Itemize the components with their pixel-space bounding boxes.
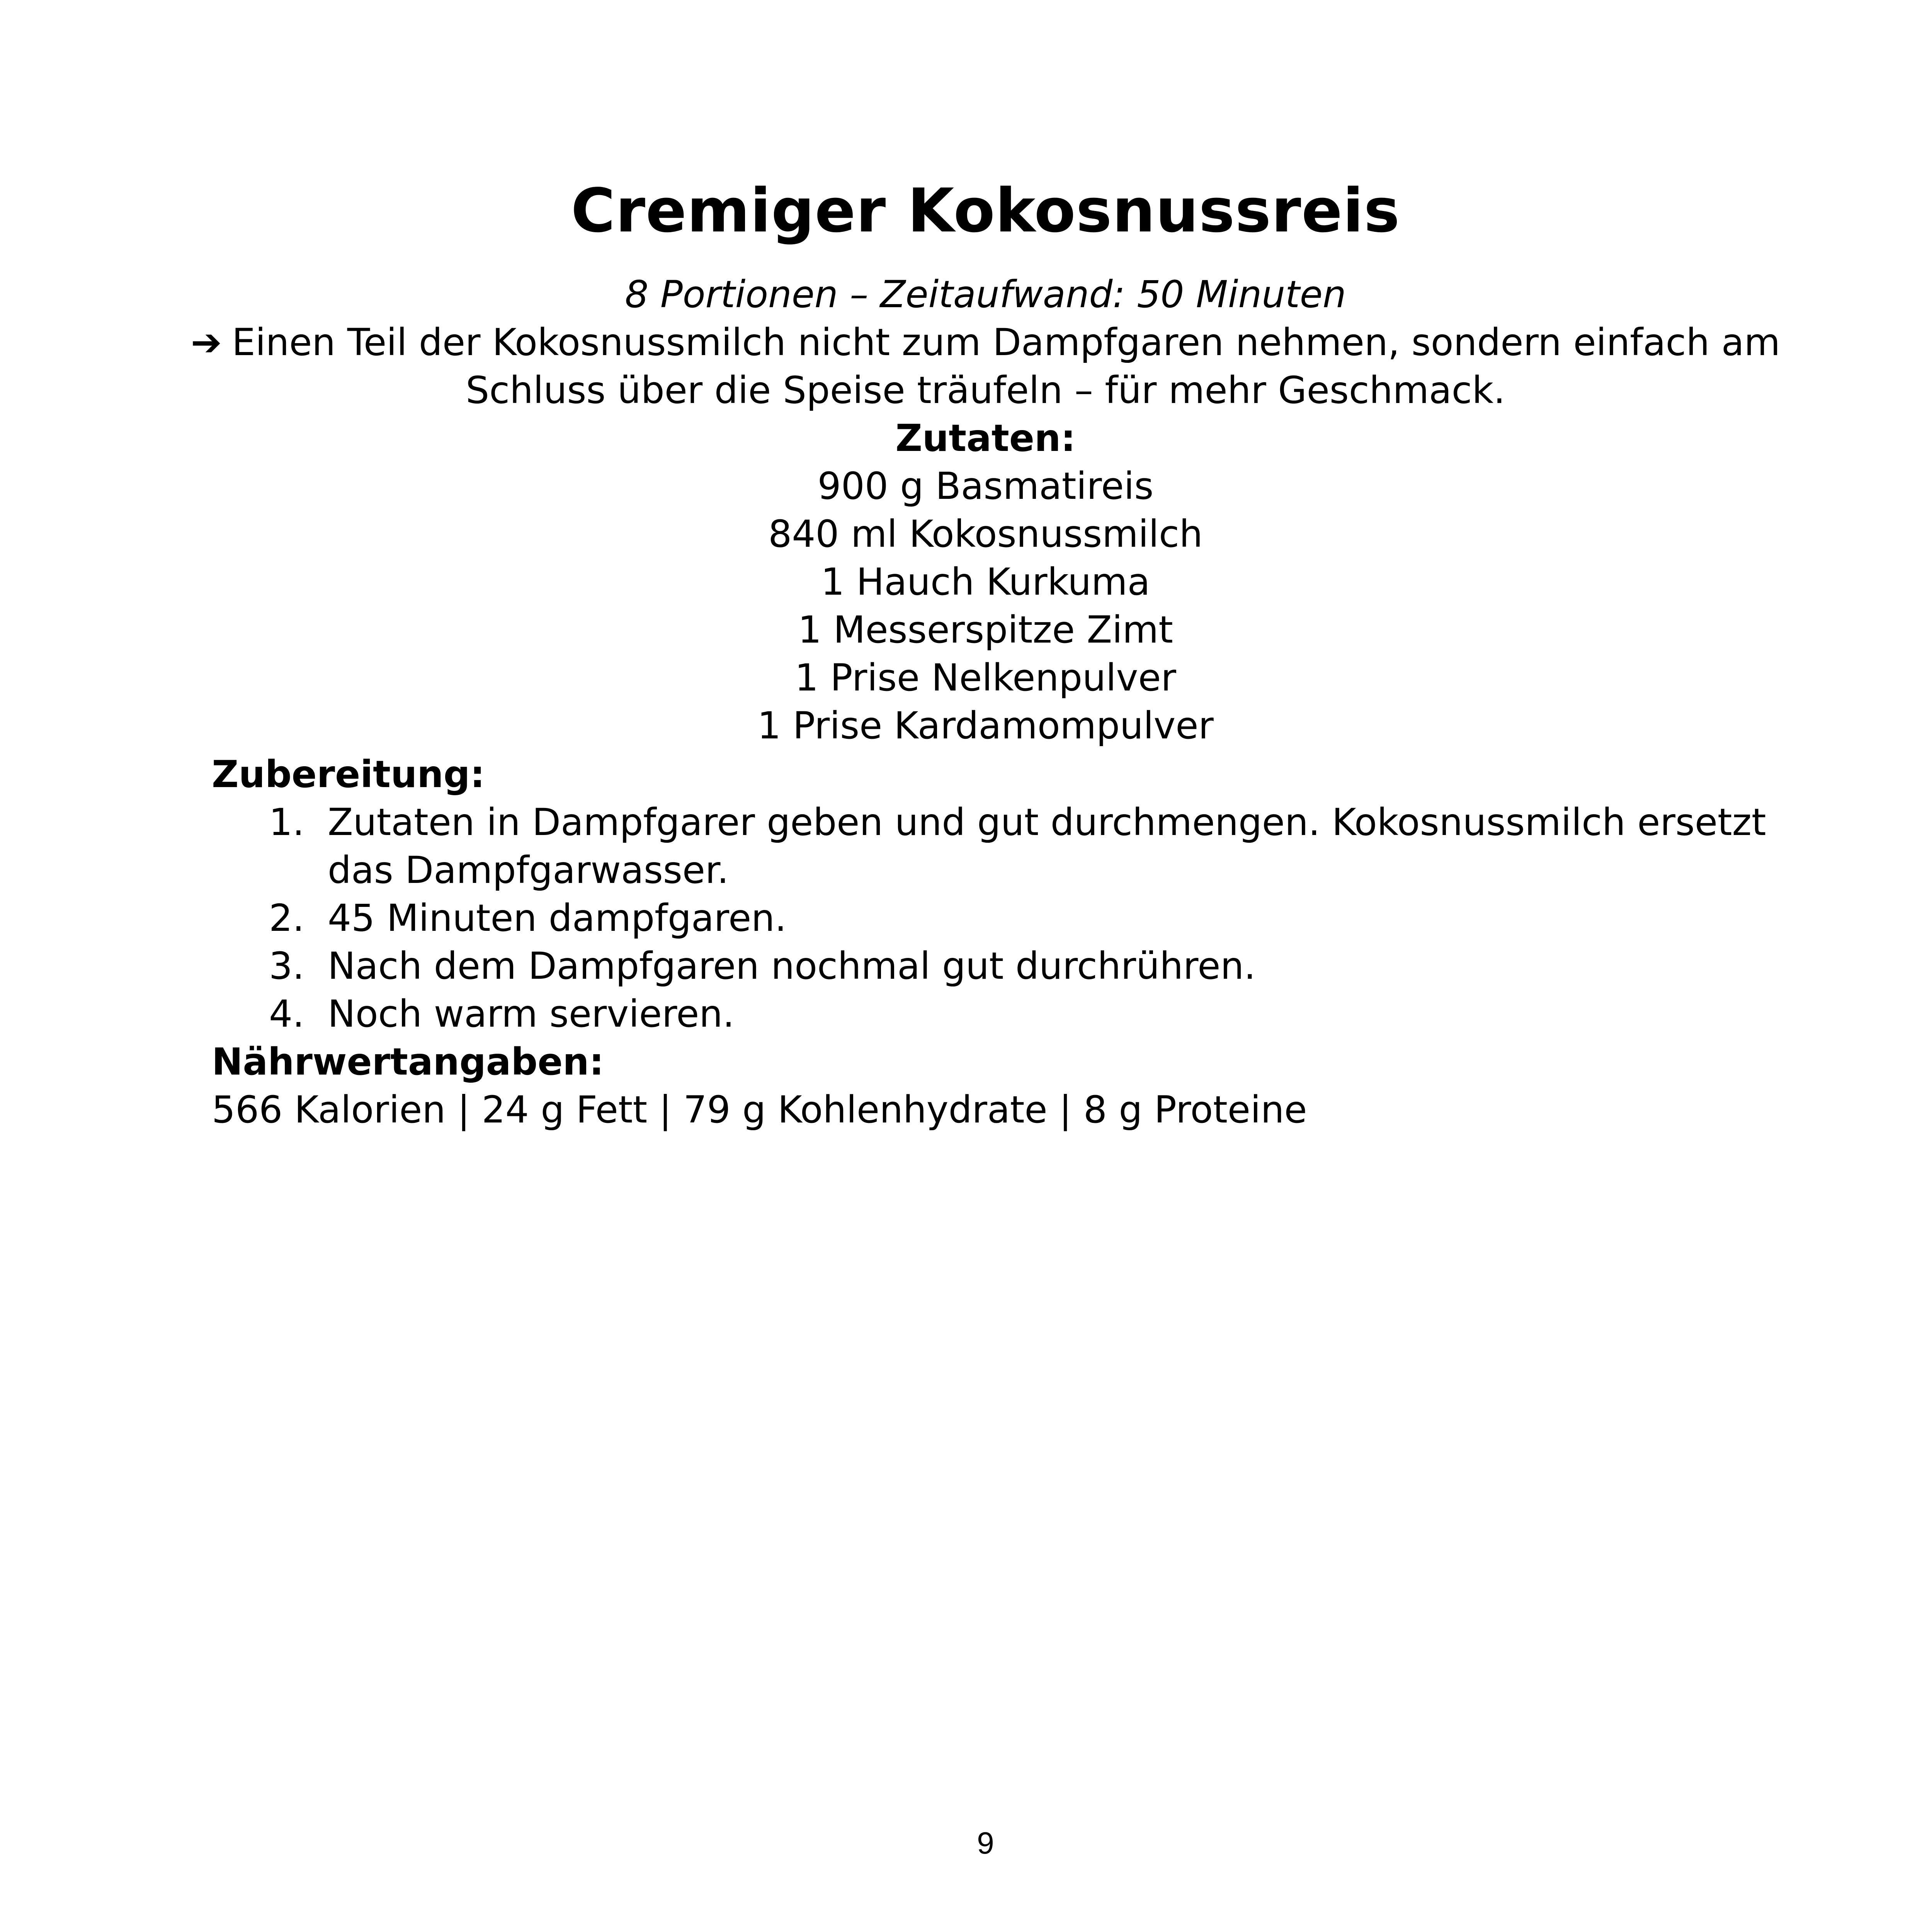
ingredient-item: 840 ml Kokosnussmilch — [768, 512, 1203, 556]
ingredient-item: 1 Messerspitze Zimt — [798, 608, 1173, 651]
ingredients-list — [0, 462, 1932, 750]
arrow-right-icon: ➔ — [190, 321, 222, 364]
step-item — [212, 942, 1796, 990]
ingredient-item: 1 Hauch Kurkuma — [821, 560, 1150, 604]
ingredient-item: 900 g Basmatireis — [817, 464, 1154, 508]
ingredient-item: 1 Prise Kardamompulver — [757, 704, 1214, 747]
tip-line-2: Schluss über die Speise träufeln – für mehr Geschmack. — [466, 369, 1505, 412]
recipe-body-block — [212, 750, 1796, 1134]
step-number: 4. — [269, 992, 304, 1036]
step-number: 1. — [269, 801, 304, 844]
tip-text-1: Einen Teil der Kokosnussmilch nicht zum Dampfgaren nehmen, sondern einfach am — [232, 321, 1781, 364]
ingredient-item: 1 Prise Nelkenpulver — [795, 656, 1176, 699]
recipe-title: Cremiger Kokosnussreis — [571, 175, 1400, 246]
preparation-steps — [212, 798, 1796, 1038]
nutrition-values: 566 Kalorien | 24 g Fett | 79 g Kohlenhydrate | 8 g Proteine — [212, 1088, 1307, 1131]
step-item — [212, 990, 1796, 1038]
page-number: 9 — [977, 1826, 994, 1860]
step-number: 3. — [269, 944, 304, 988]
step-number: 2. — [269, 896, 304, 940]
recipe-header-block — [0, 270, 1932, 750]
recipe-subtitle: 8 Portionen – Zeitaufwand: 50 Minuten — [625, 273, 1346, 316]
step-text: 45 Minuten dampfgaren. — [328, 896, 787, 940]
preparation-heading: Zubereitung: — [212, 753, 485, 796]
step-text-continued: das Dampfgarwasser. — [328, 849, 729, 892]
step-text: Nach dem Dampfgaren nochmal gut durchrühren. — [328, 944, 1256, 988]
tip-line-1 — [0, 318, 1932, 366]
nutrition-heading: Nährwertangaben: — [212, 1040, 604, 1083]
step-item — [212, 894, 1796, 942]
step-text: Zutaten in Dampfgarer geben und gut durchmengen. Kokosnussmilch ersetzt — [328, 801, 1766, 844]
step-item — [212, 798, 1796, 894]
ingredients-heading: Zutaten: — [895, 417, 1076, 460]
step-text: Noch warm servieren. — [328, 992, 735, 1036]
